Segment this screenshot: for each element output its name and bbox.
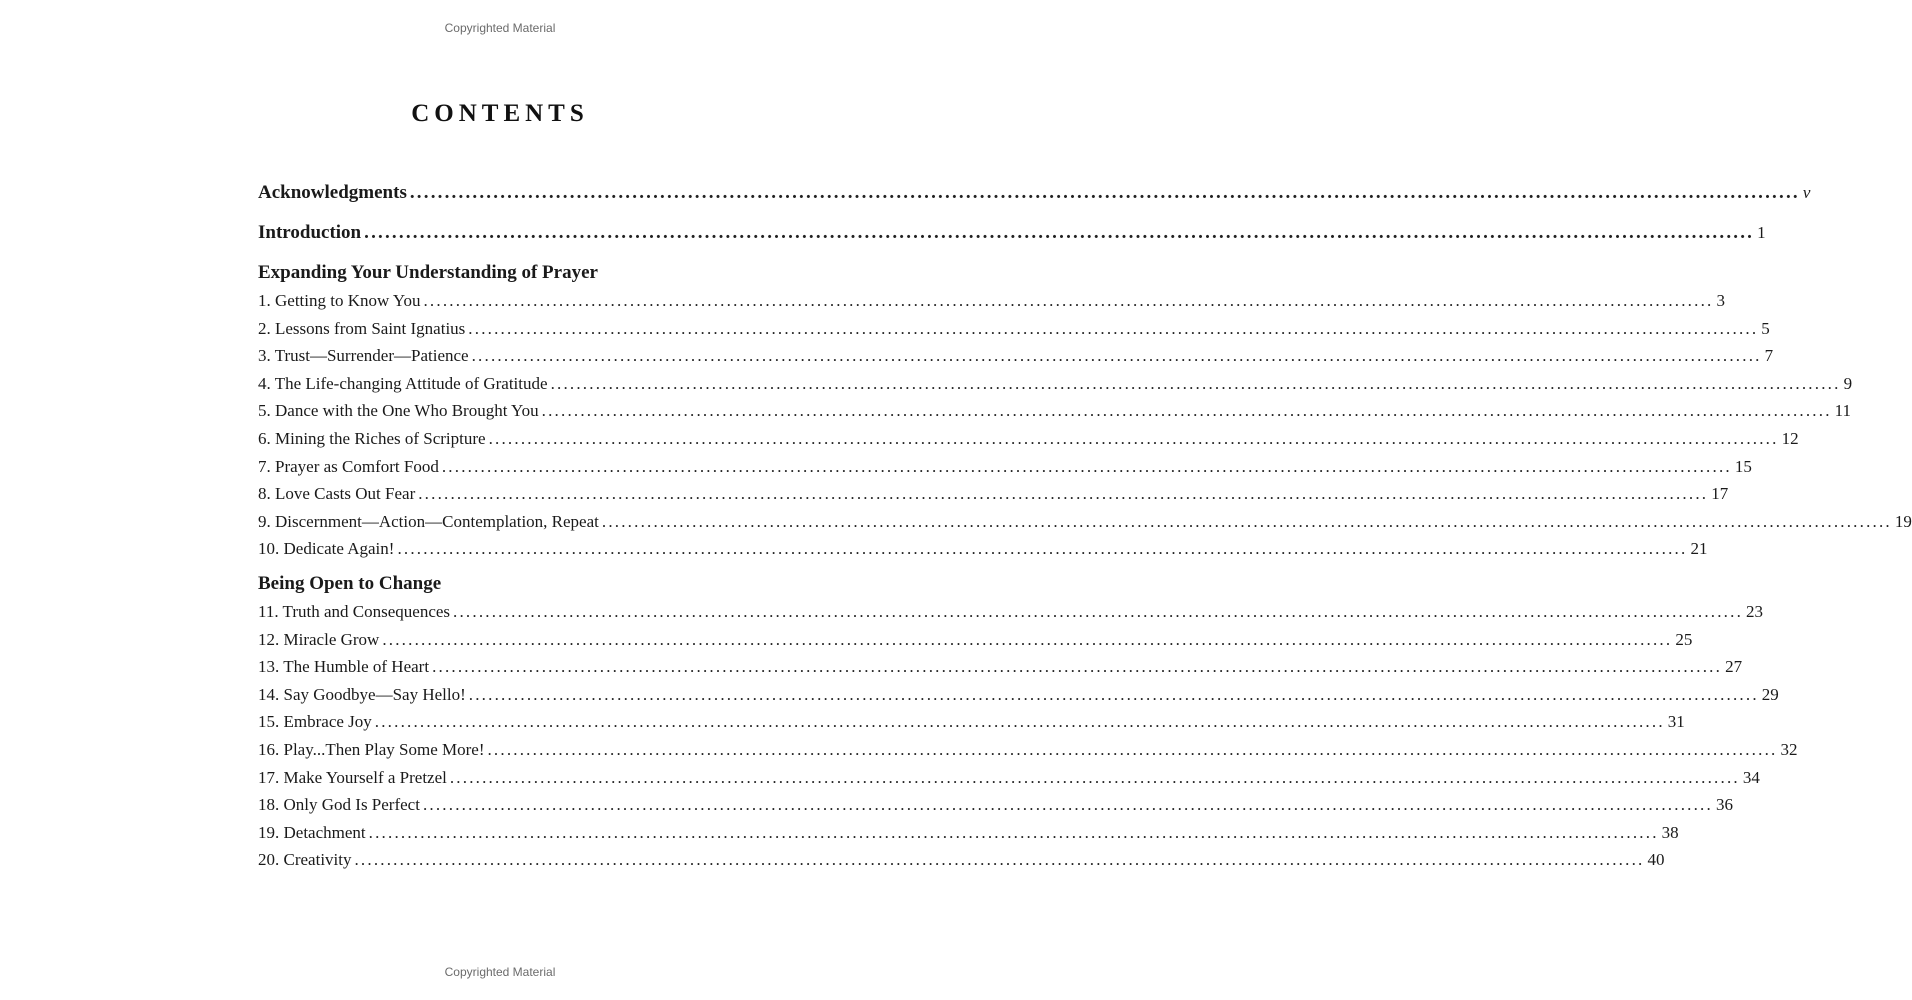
toc-entry[interactable] [258,626,1693,654]
toc-entry[interactable] [258,819,1679,847]
dot-leader: ........................................................................................................................................................................................................ [418,484,1709,504]
toc-entry-label: 14. Say Goodbye—Say Hello! [258,684,466,704]
toc-entry-label: 3. Trust—Surrender—Patience [258,346,469,366]
toc-entry[interactable] [258,480,1729,508]
toc-entry-page: 27 [1725,657,1743,677]
toc-entry[interactable] [258,370,1853,398]
dot-leader: ........................................................................................................................................................................................................ [550,373,1841,393]
dot-leader: ........................................................................................................................................................................................................ [382,629,1673,649]
toc-entry-label: 13. The Humble of Heart [258,657,430,677]
dot-leader: ........................................................................................................................................................................................................ [397,539,1688,559]
table-of-contents [258,178,1912,874]
toc-entry-label: 1. Getting to Know You [258,291,421,310]
toc-entry[interactable] [258,397,1852,425]
toc-entry-page: 12 [1781,428,1799,448]
toc-entry[interactable] [258,315,1770,343]
dot-leader: ........................................................................................................................................................................................................ [364,222,1755,243]
toc-entry-label: 9. Discernment—Action—Contemplation, Repeat [258,511,599,531]
toc-entry-page: 17 [1711,484,1729,504]
toc-entry-page: v [1802,183,1811,202]
toc-entry-label: 10. Dedicate Again! [258,539,395,559]
dot-leader: ........................................................................................................................................................................................................ [441,456,1732,476]
dot-leader: ........................................................................................................................................................................................................ [488,428,1779,448]
toc-entry-page: 40 [1647,850,1665,870]
toc-entry[interactable] [258,287,1725,315]
dot-leader: ........................................................................................................................................................................................................ [487,739,1778,759]
toc-entry[interactable] [258,342,1774,370]
toc-entry-label: 15. Embrace Joy [258,712,372,732]
toc-entry[interactable] [258,681,1779,709]
toc-entry-acknowledgments[interactable] [258,178,1811,218]
toc-entry-page: 15 [1734,456,1752,476]
toc-entry-label: 7. Prayer as Comfort Food [258,456,439,476]
dot-leader: ........................................................................................................................................................................................................ [354,850,1645,870]
section-heading: Expanding Your Understanding of Prayer [258,262,598,283]
dot-leader: ........................................................................................................................................................................................................ [468,684,1759,704]
dot-leader: ........................................................................................................................................................................................................ [601,511,1892,531]
toc-entry-introduction[interactable] [258,218,1766,258]
toc-entry-label: 8. Love Casts Out Fear [258,484,416,504]
toc-entry-page: 7 [1764,346,1774,366]
toc-entry-page: 34 [1742,767,1760,787]
dot-leader: ........................................................................................................................................................................................................ [541,401,1832,421]
page-title: CONTENTS [411,100,589,127]
toc-entry-page: 5 [1761,318,1770,338]
dot-leader: ........................................................................................................................................................................................................ [409,182,1800,203]
toc-entry-page: 21 [1690,539,1708,559]
toc-entry-label: Introduction [258,222,362,243]
toc-entry-page: 32 [1780,739,1798,759]
toc-entry-page: 38 [1661,822,1679,842]
toc-entry[interactable] [258,764,1760,792]
toc-entry[interactable] [258,425,1799,453]
dot-leader: ........................................................................................................................................................................................................ [374,712,1665,732]
toc-entry-label: 20. Creativity [258,850,352,870]
toc-entry-label: 17. Make Yourself a Pretzel [258,767,447,787]
toc-entry-label: 2. Lessons from Saint Ignatius [258,318,466,338]
toc-entry[interactable] [258,791,1733,819]
toc-entry-page: 11 [1834,401,1852,421]
dot-leader: ........................................................................................................................................................................................................ [449,767,1740,787]
toc-entry[interactable] [258,708,1685,736]
toc-entry[interactable] [258,653,1743,681]
watermark-bottom: Copyrighted Material [444,965,556,979]
toc-entry-page: 36 [1715,795,1733,815]
toc-entry-label: Acknowledgments [258,182,407,203]
dot-leader: ........................................................................................................................................................................................................ [471,346,1762,366]
toc-entry[interactable] [258,846,1665,874]
toc-entry-label: 16. Play...Then Play Some More! [258,739,485,759]
toc-entry-label: 12. Miracle Grow [258,629,380,649]
toc-entry-page: 29 [1761,684,1779,704]
toc-entry-page: 31 [1667,712,1685,732]
toc-entry[interactable] [258,736,1798,764]
dot-leader: ........................................................................................................................................................................................................ [468,318,1759,338]
dot-leader: ........................................................................................................................................................................................................ [453,601,1744,621]
toc-sections [258,258,1912,874]
toc-entry-label: 5. Dance with the One Who Brought You [258,401,539,421]
toc-entry-label: 19. Detachment [258,822,366,842]
toc-entry-label: 11. Truth and Consequences [258,601,451,621]
toc-entry-page: 25 [1675,629,1693,649]
dot-leader: ........................................................................................................................................................................................................ [432,657,1723,677]
toc-entry-page: 19 [1894,511,1912,531]
toc-entry-label: 6. Mining the Riches of Scripture [258,428,486,448]
dot-leader: ........................................................................................................................................................................................................ [368,822,1659,842]
watermark-top: Copyrighted Material [444,21,556,35]
toc-entry-page: 9 [1843,373,1853,393]
toc-entry-page: 23 [1746,601,1764,621]
toc-entry-label: 4. The Life-changing Attitude of Gratitude [258,373,548,393]
toc-entry-label: 18. Only God Is Perfect [258,795,420,815]
section-heading: Being Open to Change [258,572,442,594]
toc-entry[interactable] [258,535,1708,563]
toc-entry-page: 3 [1716,291,1725,310]
toc-entry[interactable] [258,508,1912,536]
toc-entry[interactable] [258,453,1752,481]
dot-leader: ........................................................................................................................................................................................................ [423,291,1714,310]
dot-leader: ........................................................................................................................................................................................................ [422,795,1713,815]
toc-entry-page: 1 [1757,223,1766,242]
toc-entry[interactable] [258,598,1764,626]
